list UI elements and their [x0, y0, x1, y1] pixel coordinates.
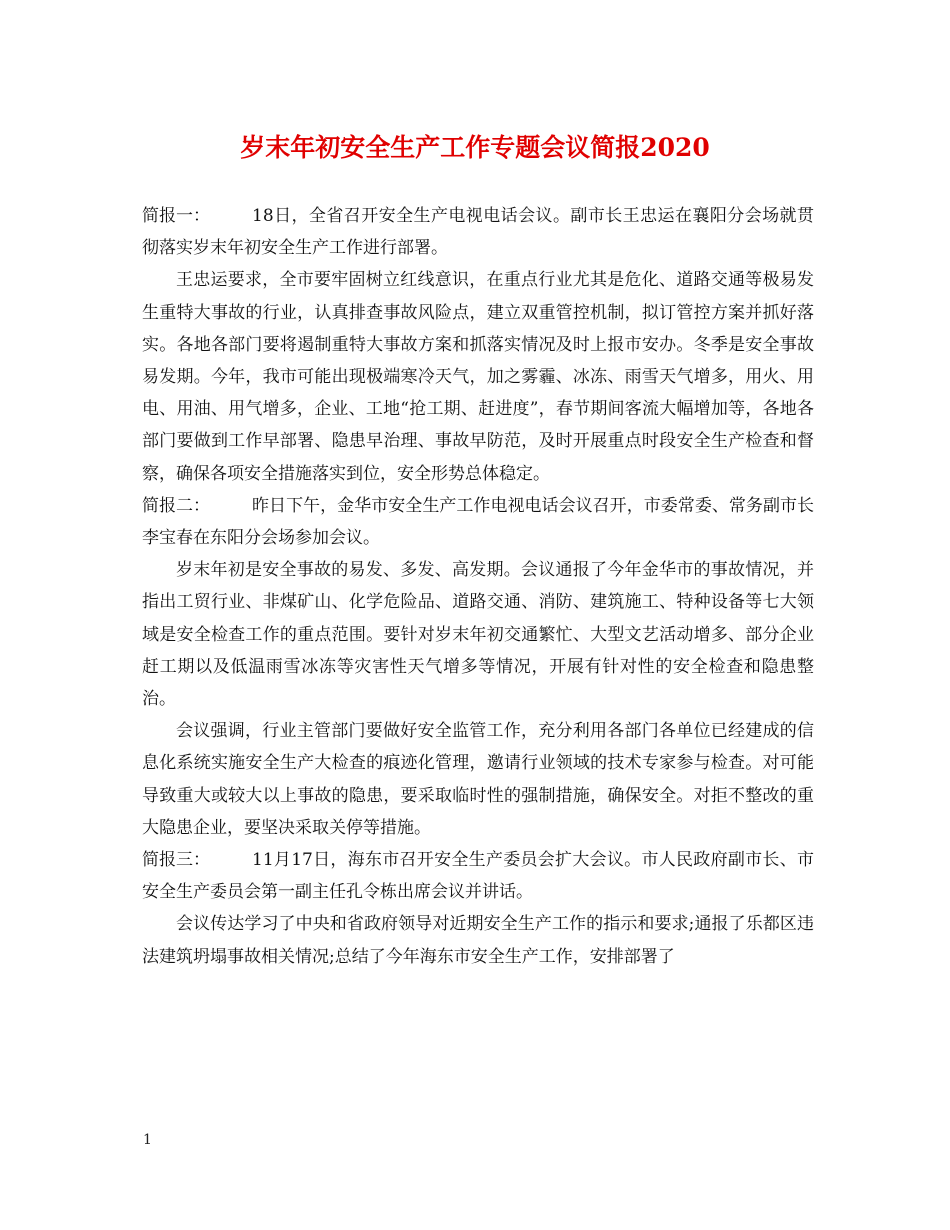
- paragraph-text: 昨日下午，金华市安全生产工作电视电话会议召开，市委常委、常务副市长李宝春在东阳分会场参加会议。: [142, 495, 814, 549]
- paragraph-text: 18日，全省召开安全生产电视电话会议。副市长王忠运在襄阳分会场就贯彻落实岁末年初安全生产工作进行部署。: [142, 206, 814, 259]
- page-number: 1: [143, 1132, 152, 1148]
- paragraph: 岁末年初是安全事故的易发、多发、高发期。会议通报了今年金华市的事故情况，并指出工贸行业、非煤矿山、化学危险品、道路交通、消防、建筑施工、特种设备等七大领域是安全检查工作的重点范围。要针对岁末年初交通繁忙、大型文艺活动增多、部分企业赶工期以及低温雨雪冰冻等灾害性天气增多等情况，开展有针对性的安全检查和隐患整治。: [142, 560, 814, 710]
- paragraph-text: 11月17日，海东市召开安全生产委员会扩大会议。市人民政府副市长、市安全生产委员会第一副主任孔令栋出席会议并讲话。: [142, 850, 814, 903]
- paragraph: 王忠运要求，全市要牢固树立红线意识，在重点行业尤其是危化、道路交通等极易发生重特大事故的行业，认真排查事故风险点，建立双重管控机制，拟订管控方案并抓好落实。各地各部门要将遏制重特大事故方案和抓落实情况及时上报市安办。冬季是安全事故易发期。今年，我市可能出现极端寒冷天气，加之雾霾、冰冻、雨雪天气增多，用火、用电、用油、用气增多，企业、工地“抢工期、赶进度”，春节期间客流大幅增加等，各地各部门要做到工作早部署、隐患早治理、事故早防范，及时开展重点时段安全生产检查和督察，确保各项安全措施落实到位，安全形势总体稳定。: [142, 270, 814, 484]
- briefing-label: 简报二：: [142, 495, 210, 516]
- briefing-label: 简报三：: [142, 850, 210, 871]
- briefing-label: 简报一：: [142, 206, 210, 226]
- document-body: [142, 200, 814, 973]
- paragraph: 会议强调，行业主管部门要做好安全监管工作，充分利用各部门各单位已经建成的信息化系统实施安全生产大检查的痕迹化管理，邀请行业领域的技术专家参与检查。对可能导致重大或较大以上事故的隐患，要采取临时性的强制措施，确保安全。对拒不整改的重大隐患企业，要坚决采取关停等措施。: [142, 721, 814, 838]
- paragraph: 会议传达学习了中央和省政府领导对近期安全生产工作的指示和要求;通报了乐都区违法建筑坍塌事故相关情况;总结了今年海东市安全生产工作，安排部署了: [142, 914, 814, 967]
- paragraph-briefing-2: [142, 490, 814, 554]
- paragraph-briefing-3: [142, 844, 814, 908]
- document-title: 岁末年初安全生产工作专题会议简报2020: [240, 133, 710, 162]
- paragraph-briefing-1: [142, 200, 814, 264]
